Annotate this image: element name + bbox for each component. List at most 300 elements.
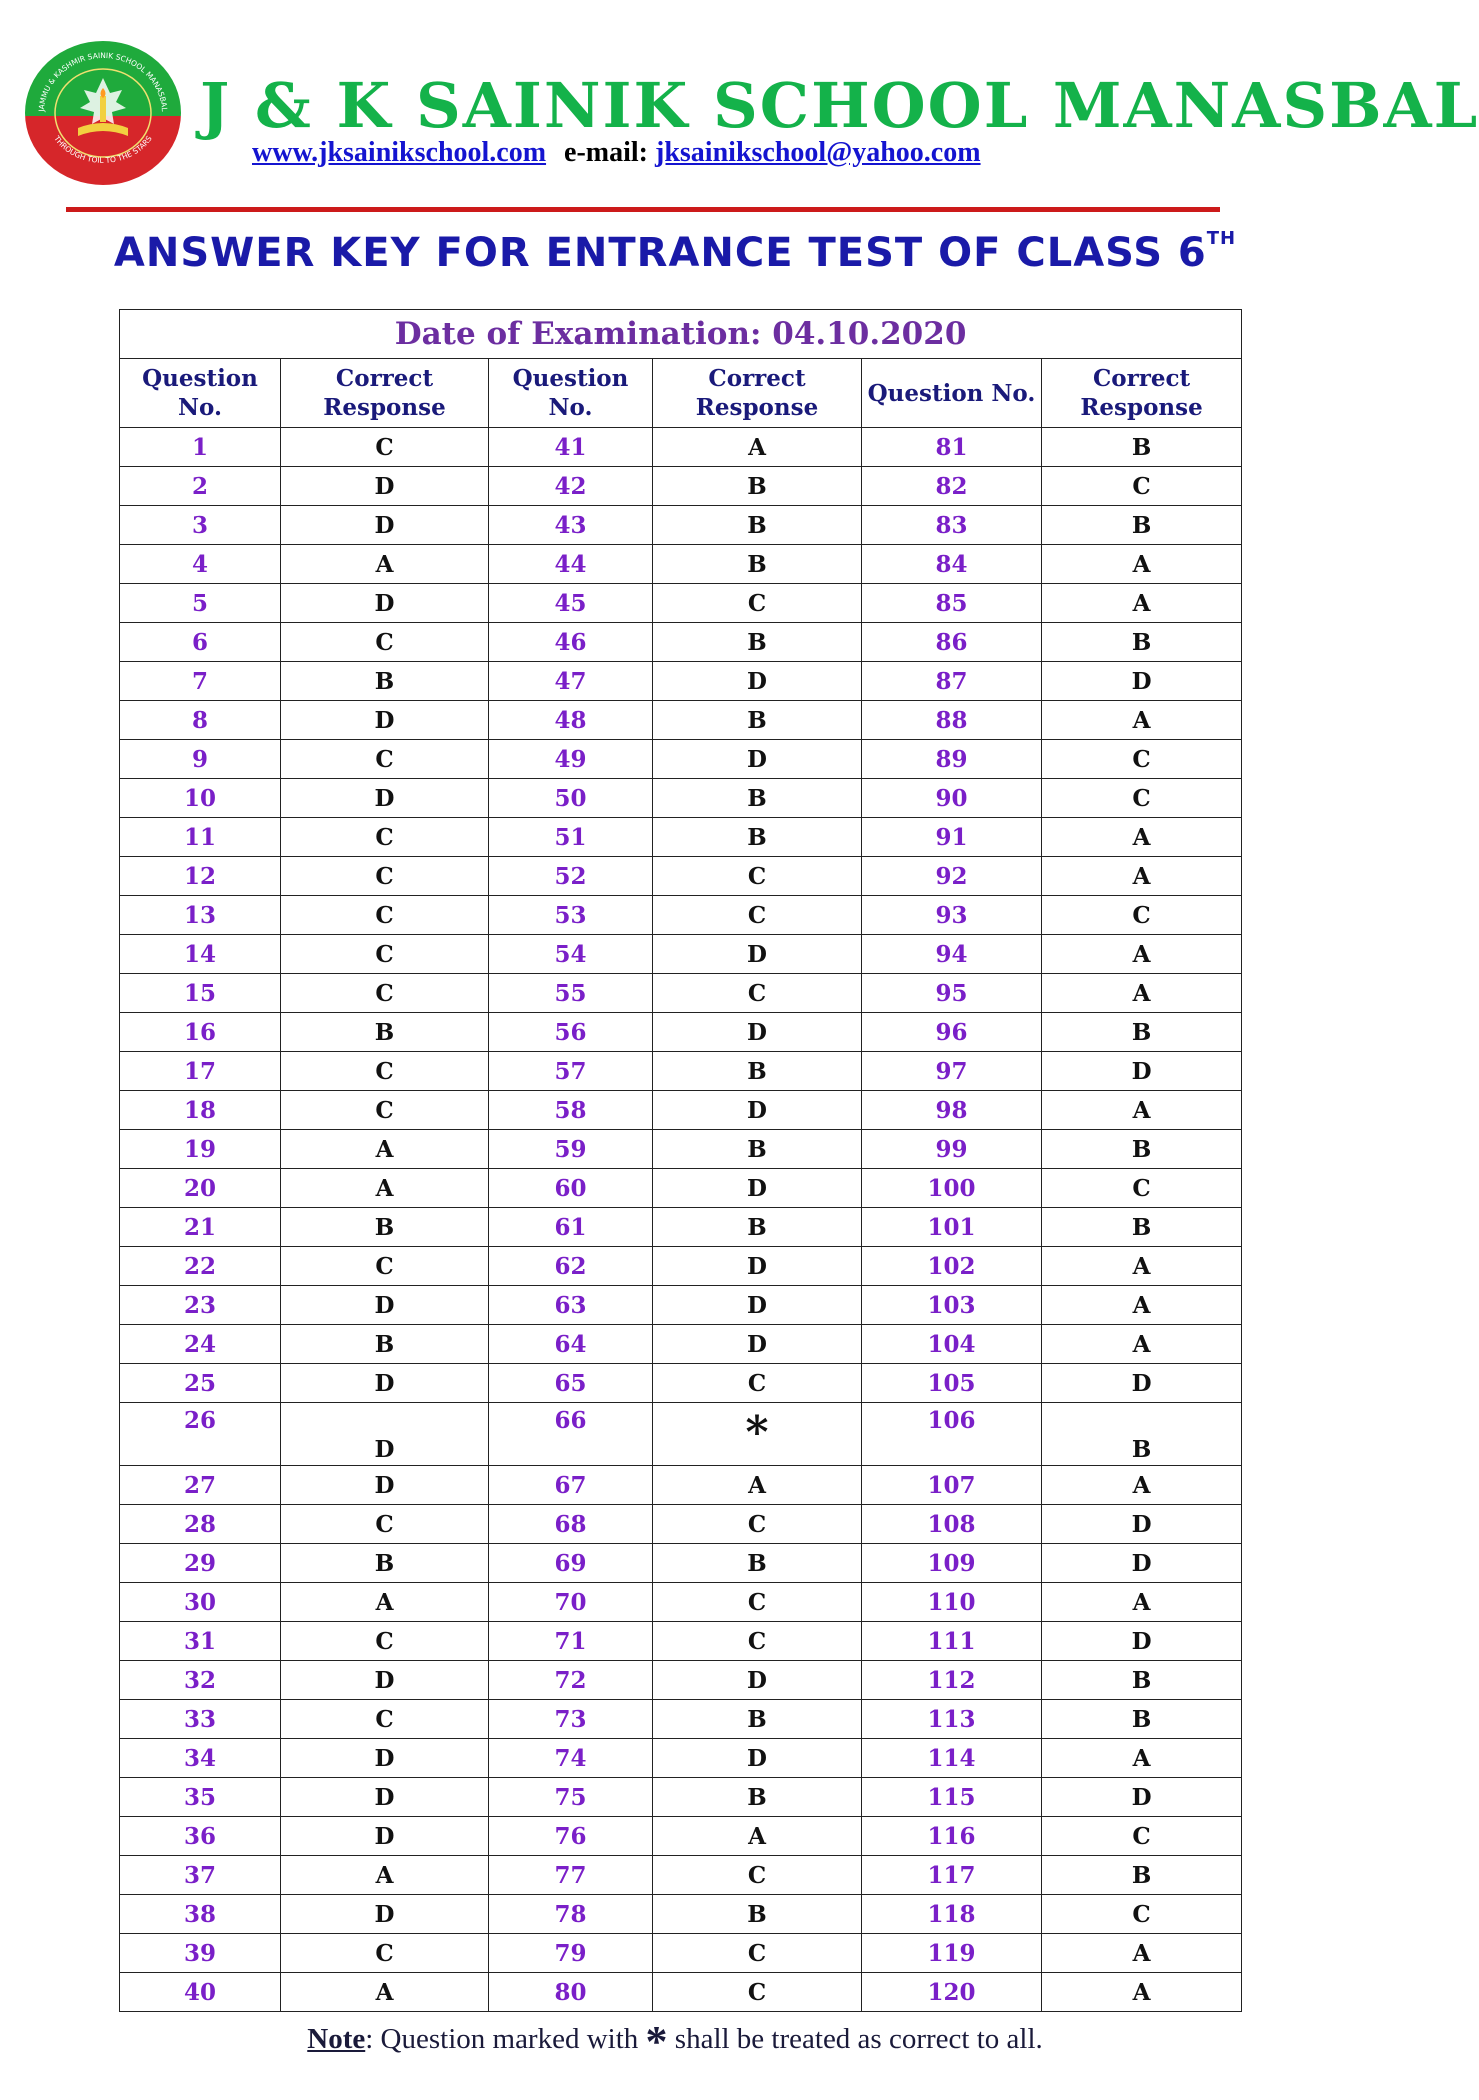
question-number: 52 xyxy=(489,857,653,896)
question-number: 77 xyxy=(489,1856,653,1895)
correct-response: D xyxy=(281,701,489,740)
correct-response: D xyxy=(281,1817,489,1856)
correct-response: B xyxy=(1042,1013,1242,1052)
question-number: 109 xyxy=(862,1544,1042,1583)
question-number: 66 xyxy=(489,1403,653,1466)
question-number: 44 xyxy=(489,545,653,584)
correct-response: C xyxy=(281,428,489,467)
table-row xyxy=(120,1247,1242,1286)
correct-response: D xyxy=(281,1403,489,1466)
correct-response: C xyxy=(281,857,489,896)
correct-response: A xyxy=(1042,701,1242,740)
question-number: 75 xyxy=(489,1778,653,1817)
question-number: 99 xyxy=(862,1130,1042,1169)
question-number: 25 xyxy=(120,1364,281,1403)
correct-response: A xyxy=(1042,1325,1242,1364)
correct-response: C xyxy=(281,1247,489,1286)
question-number: 103 xyxy=(862,1286,1042,1325)
star-icon: * xyxy=(645,2017,668,2066)
table-row xyxy=(120,857,1242,896)
question-number: 76 xyxy=(489,1817,653,1856)
question-number: 33 xyxy=(120,1700,281,1739)
question-number: 106 xyxy=(862,1403,1042,1466)
question-number: 34 xyxy=(120,1739,281,1778)
question-number: 39 xyxy=(120,1934,281,1973)
question-number: 79 xyxy=(489,1934,653,1973)
correct-response: A xyxy=(1042,1583,1242,1622)
question-number: 36 xyxy=(120,1817,281,1856)
question-number: 65 xyxy=(489,1364,653,1403)
correct-response: B xyxy=(281,662,489,701)
question-number: 31 xyxy=(120,1622,281,1661)
question-number: 72 xyxy=(489,1661,653,1700)
question-number: 94 xyxy=(862,935,1042,974)
table-row xyxy=(120,1052,1242,1091)
question-number: 98 xyxy=(862,1091,1042,1130)
table-row xyxy=(120,740,1242,779)
question-no-header: Question No. xyxy=(120,359,281,428)
correct-response: A xyxy=(1042,1973,1242,2012)
correct-response: B xyxy=(1042,428,1242,467)
question-number: 64 xyxy=(489,1325,653,1364)
correct-response: D xyxy=(281,1661,489,1700)
question-number: 24 xyxy=(120,1325,281,1364)
correct-response: D xyxy=(1042,1364,1242,1403)
question-number: 115 xyxy=(862,1778,1042,1817)
table-row xyxy=(120,1130,1242,1169)
correct-response: D xyxy=(653,1247,862,1286)
correct-response: D xyxy=(653,1325,862,1364)
correct-response: D xyxy=(1042,662,1242,701)
question-number: 14 xyxy=(120,935,281,974)
correct-response: A xyxy=(1042,974,1242,1013)
correct-response: A xyxy=(1042,545,1242,584)
question-number: 86 xyxy=(862,623,1042,662)
correct-response: A xyxy=(1042,1091,1242,1130)
question-number: 68 xyxy=(489,1505,653,1544)
note-label: Note xyxy=(307,2023,366,2055)
table-row xyxy=(120,1700,1242,1739)
correct-response-header: Correct Response xyxy=(1042,359,1242,428)
question-number: 89 xyxy=(862,740,1042,779)
question-number: 85 xyxy=(862,584,1042,623)
question-number: 4 xyxy=(120,545,281,584)
correct-response: B xyxy=(653,779,862,818)
correct-response: A xyxy=(281,1130,489,1169)
table-row xyxy=(120,1778,1242,1817)
correct-response: B xyxy=(653,818,862,857)
question-number: 61 xyxy=(489,1208,653,1247)
question-number: 7 xyxy=(120,662,281,701)
table-row xyxy=(120,1208,1242,1247)
correct-response: C xyxy=(1042,740,1242,779)
question-number: 81 xyxy=(862,428,1042,467)
question-number: 35 xyxy=(120,1778,281,1817)
question-number: 62 xyxy=(489,1247,653,1286)
question-number: 55 xyxy=(489,974,653,1013)
question-number: 20 xyxy=(120,1169,281,1208)
question-number: 91 xyxy=(862,818,1042,857)
table-row xyxy=(120,1973,1242,2012)
correct-response: B xyxy=(281,1013,489,1052)
question-number: 71 xyxy=(489,1622,653,1661)
question-number: 49 xyxy=(489,740,653,779)
question-number: 112 xyxy=(862,1661,1042,1700)
correct-response: C xyxy=(281,1052,489,1091)
correct-response: D xyxy=(653,1661,862,1700)
correct-response: D xyxy=(653,1013,862,1052)
correct-response: B xyxy=(653,467,862,506)
question-number: 40 xyxy=(120,1973,281,2012)
table-row xyxy=(120,779,1242,818)
correct-response: C xyxy=(653,1505,862,1544)
question-number: 74 xyxy=(489,1739,653,1778)
question-number: 51 xyxy=(489,818,653,857)
table-row xyxy=(120,1286,1242,1325)
correct-response: A xyxy=(1042,1739,1242,1778)
question-number: 97 xyxy=(862,1052,1042,1091)
correct-response: D xyxy=(1042,1544,1242,1583)
logo-top-text: JAMMU & KASHMIR SAINIK SCHOOL MANASBAL xyxy=(37,50,170,112)
correct-response: D xyxy=(281,506,489,545)
correct-response: D xyxy=(281,467,489,506)
question-number: 45 xyxy=(489,584,653,623)
table-row xyxy=(120,818,1242,857)
correct-response: D xyxy=(653,1739,862,1778)
question-number: 53 xyxy=(489,896,653,935)
question-number: 95 xyxy=(862,974,1042,1013)
table-row xyxy=(120,1544,1242,1583)
correct-response: C xyxy=(1042,1895,1242,1934)
question-number: 69 xyxy=(489,1544,653,1583)
question-number: 73 xyxy=(489,1700,653,1739)
question-no-header: Question No. xyxy=(489,359,653,428)
table-row xyxy=(120,1661,1242,1700)
question-number: 23 xyxy=(120,1286,281,1325)
question-number: 27 xyxy=(120,1466,281,1505)
correct-response-header: Correct Response xyxy=(281,359,489,428)
correct-response: B xyxy=(1042,1661,1242,1700)
question-number: 42 xyxy=(489,467,653,506)
logo-motto-text: THROUGH TOIL TO THE STARS xyxy=(52,134,154,165)
correct-response: B xyxy=(1042,506,1242,545)
correct-response: A xyxy=(1042,857,1242,896)
correct-response: B xyxy=(281,1544,489,1583)
table-row xyxy=(120,584,1242,623)
correct-response: D xyxy=(653,1091,862,1130)
question-number: 70 xyxy=(489,1583,653,1622)
email-label: e-mail: xyxy=(564,137,649,168)
correct-response: A xyxy=(281,1856,489,1895)
table-row xyxy=(120,1934,1242,1973)
table-row xyxy=(120,974,1242,1013)
question-number: 102 xyxy=(862,1247,1042,1286)
question-number: 59 xyxy=(489,1130,653,1169)
correct-response: C xyxy=(281,896,489,935)
question-number: 57 xyxy=(489,1052,653,1091)
question-number: 120 xyxy=(862,1973,1042,2012)
correct-response: A xyxy=(1042,818,1242,857)
question-number: 5 xyxy=(120,584,281,623)
correct-response: D xyxy=(1042,1505,1242,1544)
question-number: 60 xyxy=(489,1169,653,1208)
question-number: 87 xyxy=(862,662,1042,701)
website-link[interactable]: www.jksainikschool.com xyxy=(252,137,547,168)
question-number: 2 xyxy=(120,467,281,506)
table-row xyxy=(120,467,1242,506)
table-row xyxy=(120,1856,1242,1895)
question-number: 110 xyxy=(862,1583,1042,1622)
correct-response: D xyxy=(281,1364,489,1403)
question-no-header: Question No. xyxy=(862,359,1042,428)
correct-response: D xyxy=(1042,1052,1242,1091)
question-number: 105 xyxy=(862,1364,1042,1403)
question-number: 111 xyxy=(862,1622,1042,1661)
correct-response: B xyxy=(653,701,862,740)
correct-response: C xyxy=(281,818,489,857)
question-number: 80 xyxy=(489,1973,653,2012)
correct-response: B xyxy=(1042,1856,1242,1895)
question-number: 1 xyxy=(120,428,281,467)
table-row xyxy=(120,1817,1242,1856)
question-number: 29 xyxy=(120,1544,281,1583)
correct-response: D xyxy=(653,1286,862,1325)
correct-response: B xyxy=(1042,623,1242,662)
question-number: 90 xyxy=(862,779,1042,818)
question-number: 32 xyxy=(120,1661,281,1700)
question-number: 22 xyxy=(120,1247,281,1286)
question-number: 118 xyxy=(862,1895,1042,1934)
question-number: 116 xyxy=(862,1817,1042,1856)
correct-response: B xyxy=(281,1325,489,1364)
question-number: 30 xyxy=(120,1583,281,1622)
table-row xyxy=(120,1403,1242,1466)
question-number: 108 xyxy=(862,1505,1042,1544)
correct-response: C xyxy=(653,1364,862,1403)
correct-response: B xyxy=(653,1208,862,1247)
table-row xyxy=(120,1364,1242,1403)
table-row xyxy=(120,1895,1242,1934)
correct-response: B xyxy=(653,1778,862,1817)
document-title xyxy=(0,228,1350,276)
correct-response: C xyxy=(653,1973,862,2012)
correct-response: A xyxy=(281,1973,489,2012)
correct-response: C xyxy=(653,1856,862,1895)
correct-response: A xyxy=(281,1583,489,1622)
correct-response: D xyxy=(281,584,489,623)
correct-response: D xyxy=(281,1286,489,1325)
correct-response: A xyxy=(281,545,489,584)
correct-response: B xyxy=(653,1700,862,1739)
correct-response: C xyxy=(1042,1169,1242,1208)
question-number: 12 xyxy=(120,857,281,896)
table-row xyxy=(120,1013,1242,1052)
correct-response: C xyxy=(281,935,489,974)
correct-response: D xyxy=(281,1739,489,1778)
correct-response: B xyxy=(653,623,862,662)
correct-response: C xyxy=(281,740,489,779)
question-number: 16 xyxy=(120,1013,281,1052)
correct-response: C xyxy=(281,1622,489,1661)
correct-response: B xyxy=(1042,1208,1242,1247)
question-number: 117 xyxy=(862,1856,1042,1895)
contact-line xyxy=(252,137,981,169)
question-number: 114 xyxy=(862,1739,1042,1778)
question-number: 67 xyxy=(489,1466,653,1505)
question-number: 6 xyxy=(120,623,281,662)
star-icon: * xyxy=(653,1403,862,1466)
question-number: 26 xyxy=(120,1403,281,1466)
table-row xyxy=(120,1739,1242,1778)
correct-response: C xyxy=(653,857,862,896)
correct-response: B xyxy=(653,545,862,584)
question-number: 43 xyxy=(489,506,653,545)
correct-response: A xyxy=(1042,935,1242,974)
table-row xyxy=(120,935,1242,974)
correct-response: B xyxy=(1042,1130,1242,1169)
question-number: 100 xyxy=(862,1169,1042,1208)
correct-response: B xyxy=(653,506,862,545)
question-number: 17 xyxy=(120,1052,281,1091)
question-number: 28 xyxy=(120,1505,281,1544)
question-number: 63 xyxy=(489,1286,653,1325)
question-number: 119 xyxy=(862,1934,1042,1973)
question-number: 47 xyxy=(489,662,653,701)
correct-response: C xyxy=(281,1091,489,1130)
table-row xyxy=(120,428,1242,467)
correct-response: B xyxy=(653,1544,862,1583)
question-number: 107 xyxy=(862,1466,1042,1505)
correct-response: D xyxy=(1042,1622,1242,1661)
question-number: 93 xyxy=(862,896,1042,935)
correct-response: A xyxy=(653,1466,862,1505)
correct-response: B xyxy=(653,1052,862,1091)
correct-response: A xyxy=(1042,1934,1242,1973)
correct-response: B xyxy=(653,1130,862,1169)
table-row xyxy=(120,896,1242,935)
question-number: 37 xyxy=(120,1856,281,1895)
question-number: 18 xyxy=(120,1091,281,1130)
correct-response: C xyxy=(653,974,862,1013)
correct-response: D xyxy=(653,935,862,974)
school-logo xyxy=(22,38,184,188)
table-row xyxy=(120,662,1242,701)
question-number: 15 xyxy=(120,974,281,1013)
question-number: 21 xyxy=(120,1208,281,1247)
question-number: 9 xyxy=(120,740,281,779)
question-number: 8 xyxy=(120,701,281,740)
page-header xyxy=(0,0,1479,210)
correct-response: C xyxy=(653,584,862,623)
school-name: J & K SAINIK SCHOOL MANASBAL xyxy=(200,69,1479,142)
table-row xyxy=(120,623,1242,662)
exam-date: Date of Examination: 04.10.2020 xyxy=(120,310,1242,359)
correct-response: C xyxy=(1042,779,1242,818)
question-number: 41 xyxy=(489,428,653,467)
question-number: 54 xyxy=(489,935,653,974)
question-number: 50 xyxy=(489,779,653,818)
question-number: 78 xyxy=(489,1895,653,1934)
correct-response: B xyxy=(1042,1700,1242,1739)
table-row xyxy=(120,1622,1242,1661)
correct-response: D xyxy=(281,779,489,818)
question-number: 58 xyxy=(489,1091,653,1130)
question-number: 13 xyxy=(120,896,281,935)
question-number: 56 xyxy=(489,1013,653,1052)
question-number: 3 xyxy=(120,506,281,545)
question-number: 11 xyxy=(120,818,281,857)
table-row xyxy=(120,1583,1242,1622)
table-row xyxy=(120,1169,1242,1208)
document-title-text: ANSWER KEY FOR ENTRANCE TEST OF CLASS 6 xyxy=(113,230,1207,276)
correct-response: D xyxy=(1042,1778,1242,1817)
note-text-before: : Question marked with xyxy=(365,2023,646,2055)
correct-response: C xyxy=(1042,1817,1242,1856)
table-row xyxy=(120,1091,1242,1130)
note-text-after: shall be treated as correct to all. xyxy=(667,2023,1043,2055)
correct-response: D xyxy=(653,662,862,701)
title-suffix: TH xyxy=(1206,228,1237,249)
correct-response: C xyxy=(1042,896,1242,935)
question-number: 82 xyxy=(862,467,1042,506)
correct-response: A xyxy=(281,1169,489,1208)
table-row xyxy=(120,1466,1242,1505)
correct-response: D xyxy=(653,1169,862,1208)
question-number: 88 xyxy=(862,701,1042,740)
correct-response: C xyxy=(281,974,489,1013)
correct-response: D xyxy=(281,1895,489,1934)
question-number: 96 xyxy=(862,1013,1042,1052)
correct-response: A xyxy=(1042,1466,1242,1505)
question-number: 46 xyxy=(489,623,653,662)
email-link[interactable]: jksainikschool@yahoo.com xyxy=(655,137,981,168)
question-number: 38 xyxy=(120,1895,281,1934)
table-row xyxy=(120,1325,1242,1364)
correct-response: B xyxy=(1042,1403,1242,1466)
question-number: 83 xyxy=(862,506,1042,545)
table-row xyxy=(120,506,1242,545)
correct-response: A xyxy=(653,1817,862,1856)
correct-response: C xyxy=(653,1583,862,1622)
header-divider xyxy=(66,207,1220,212)
question-number: 92 xyxy=(862,857,1042,896)
correct-response: C xyxy=(653,1934,862,1973)
correct-response: C xyxy=(1042,467,1242,506)
correct-response: C xyxy=(281,1505,489,1544)
correct-response: B xyxy=(653,1895,862,1934)
question-number: 19 xyxy=(120,1130,281,1169)
table-row xyxy=(120,701,1242,740)
question-number: 113 xyxy=(862,1700,1042,1739)
correct-response: A xyxy=(1042,1286,1242,1325)
question-number: 101 xyxy=(862,1208,1042,1247)
question-number: 10 xyxy=(120,779,281,818)
question-number: 84 xyxy=(862,545,1042,584)
correct-response: B xyxy=(281,1208,489,1247)
question-number: 48 xyxy=(489,701,653,740)
correct-response: C xyxy=(281,1700,489,1739)
correct-response: C xyxy=(281,623,489,662)
correct-response: A xyxy=(1042,584,1242,623)
correct-response: A xyxy=(653,428,862,467)
correct-response-header: Correct Response xyxy=(653,359,862,428)
correct-response: D xyxy=(653,740,862,779)
correct-response: C xyxy=(653,896,862,935)
correct-response: D xyxy=(281,1778,489,1817)
answer-key-table xyxy=(119,309,1242,2012)
correct-response: C xyxy=(653,1622,862,1661)
table-row xyxy=(120,1505,1242,1544)
